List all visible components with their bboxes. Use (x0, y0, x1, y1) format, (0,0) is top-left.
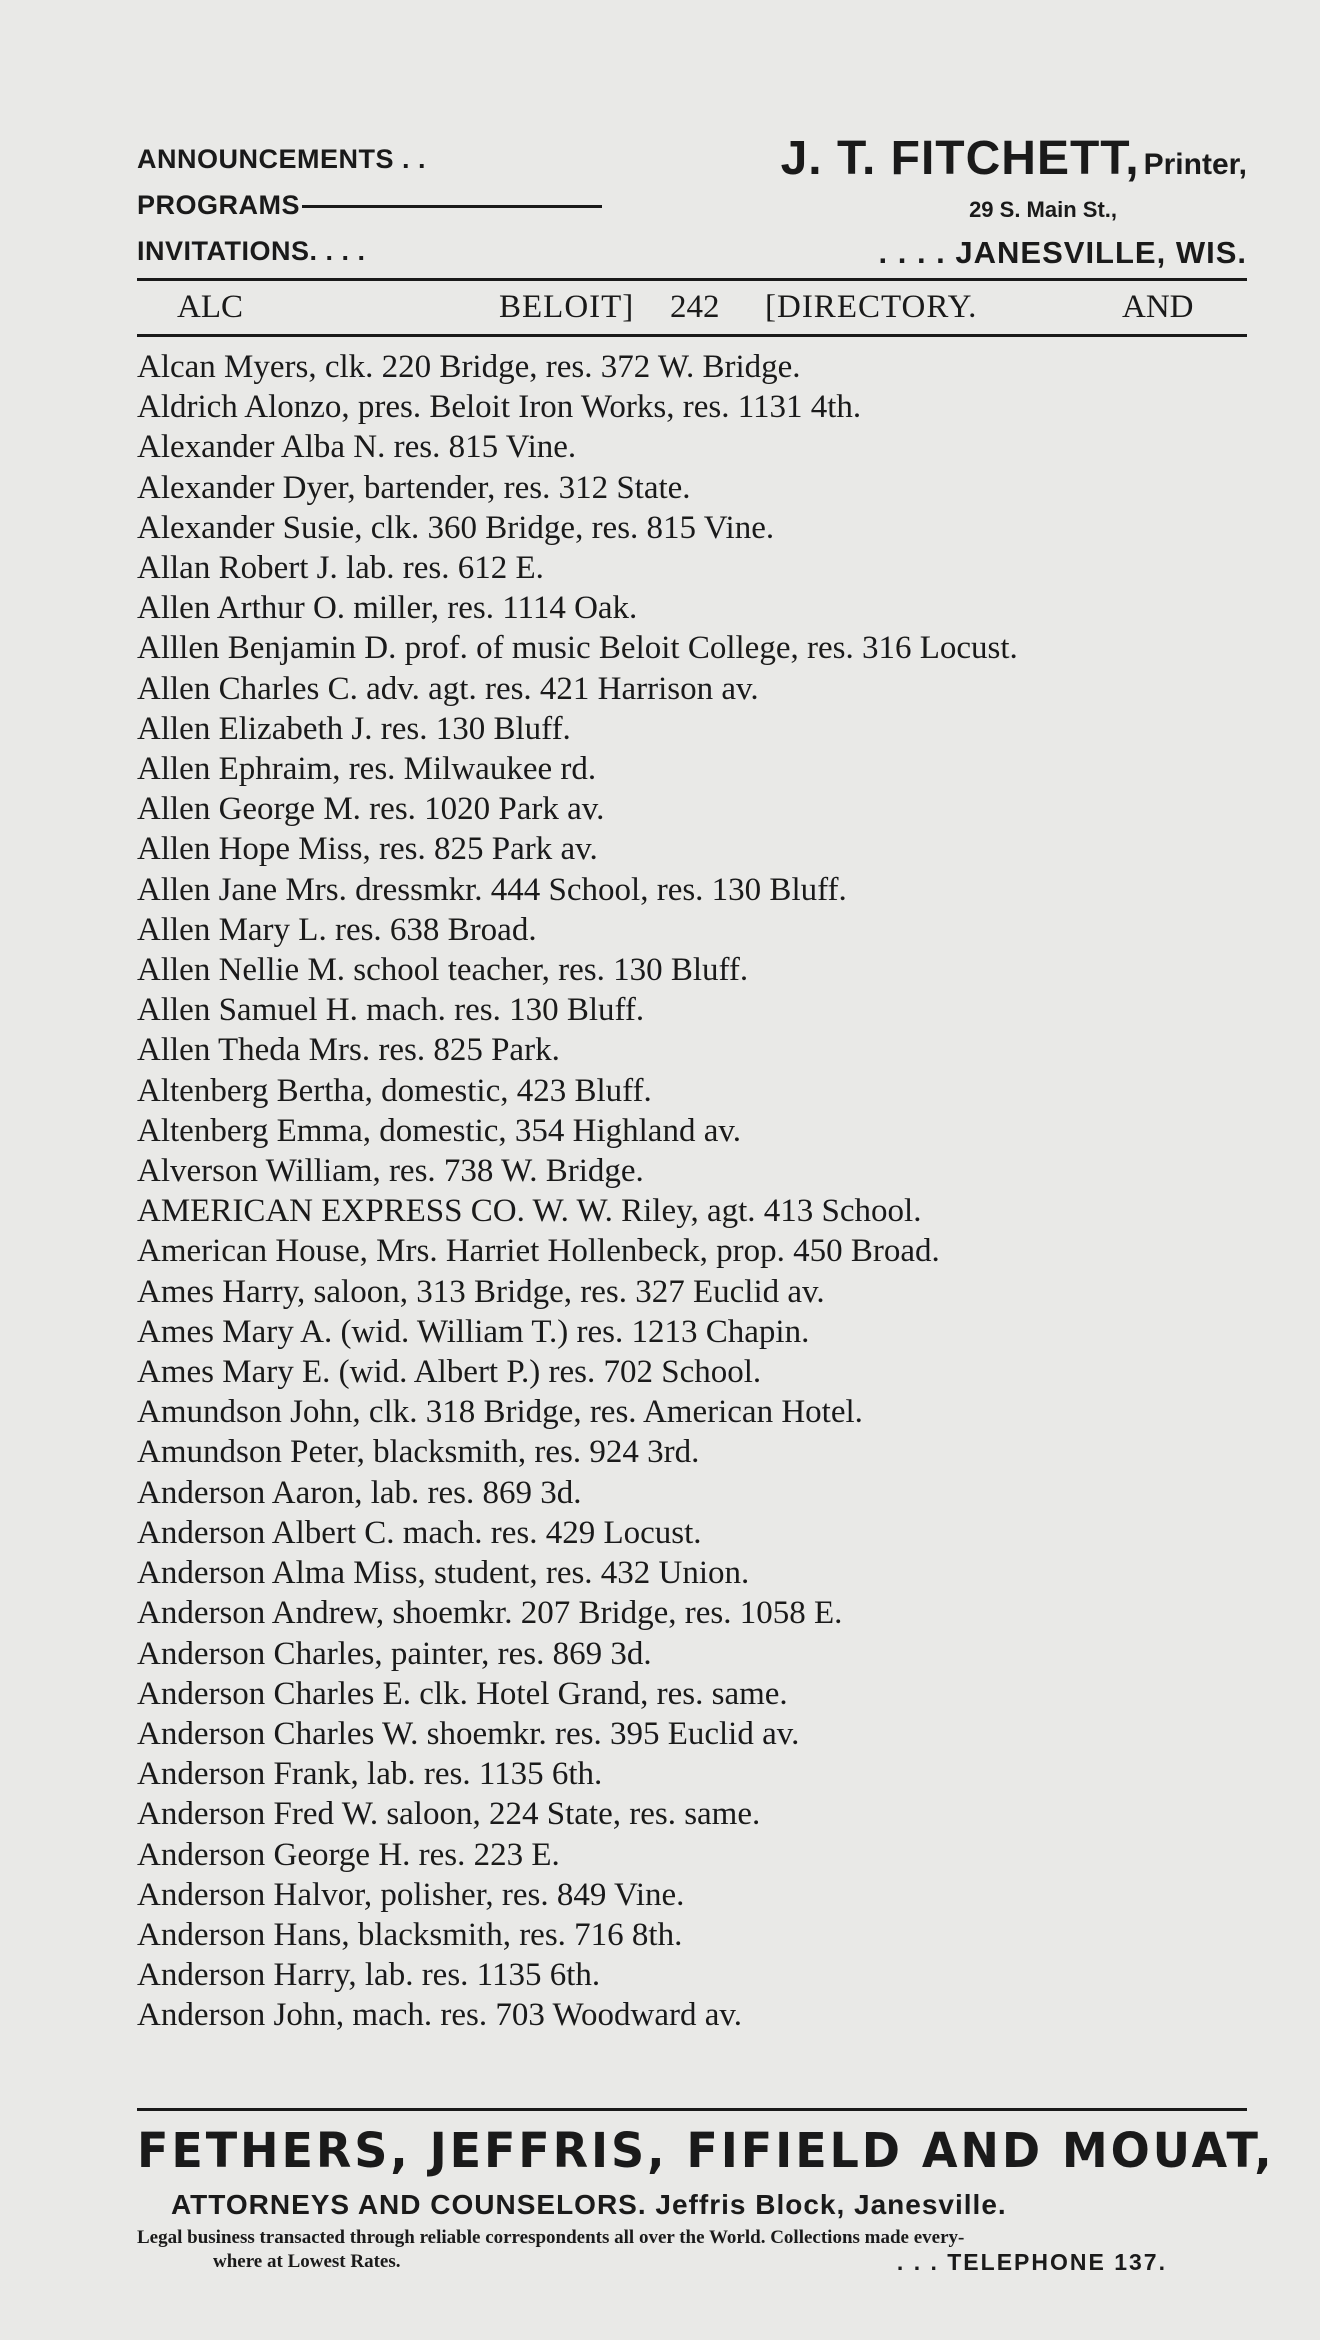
footer-rule (137, 2108, 1247, 2111)
directory-entry: Altenberg Bertha, domestic, 423 Bluff. (137, 1072, 652, 1109)
directory-entry: Anderson Charles W. shoemkr. res. 395 Euclid av. (137, 1715, 800, 1752)
directory-entry: Allen Mary L. res. 638 Broad. (137, 911, 537, 948)
directory-entry: Anderson Andrew, shoemkr. 207 Bridge, res. 1058 E. (137, 1595, 843, 1632)
directory-entry: Alllen Benjamin D. prof. of music Beloit College, res. 316 Locust. (137, 630, 1018, 667)
directory-entry: Anderson Hans, blacksmith, res. 716 8th. (137, 1916, 683, 1953)
directory-entry: Anderson Charles, painter, res. 869 3d. (137, 1635, 652, 1672)
directory-entry: Anderson John, mach. res. 703 Woodward av. (137, 1997, 742, 2034)
directory-entry: Allen Hope Miss, res. 825 Park av. (137, 831, 598, 868)
law-firm-details-line-2 (137, 2250, 1247, 2274)
guide-word-right: AND (1122, 289, 1194, 325)
directory-entry: American House, Mrs. Harriet Hollenbeck, prop. 450 Broad. (137, 1233, 940, 1270)
directory-entry: Anderson Harry, lab. res. 1135 6th. (137, 1957, 601, 1994)
law-firm-advertisement (137, 2118, 1275, 2275)
law-firm-details-line-1: Legal business transacted through reliable correspondents all over the World. Collections made every- (137, 2227, 965, 2248)
directory-entry: Anderson George H. res. 223 E. (137, 1836, 560, 1873)
ad-service-programs-label: PROGRAMS (137, 190, 301, 220)
directory-entry: Anderson Halvor, polisher, res. 849 Vine. (137, 1876, 685, 1913)
running-head (137, 282, 1247, 332)
directory-entry: Amundson Peter, blacksmith, res. 924 3rd. (137, 1434, 700, 1471)
guide-word-left: ALC (177, 289, 243, 325)
directory-entry: Allen Ephraim, res. Milwaukee rd. (137, 751, 597, 788)
directory-entry: Alexander Susie, clk. 360 Bridge, res. 815 Vine. (137, 509, 775, 546)
directory-entry: Allen Jane Mrs. dressmkr. 444 School, res. 130 Bluff. (137, 871, 847, 908)
header-rule-top (137, 278, 1247, 281)
directory-entry: Anderson Alma Miss, student, res. 432 Union. (137, 1555, 750, 1592)
directory-entry: Altenberg Emma, domestic, 354 Highland av. (137, 1112, 741, 1149)
directory-entry: Anderson Aaron, lab. res. 869 3d. (137, 1474, 582, 1511)
directory-entry: Ames Mary A. (wid. William T.) res. 1213 Chapin. (137, 1313, 810, 1350)
directory-entry: Amundson John, clk. 318 Bridge, res. American Hotel. (137, 1394, 863, 1431)
directory-entry: Aldrich Alonzo, pres. Beloit Iron Works, res. 1131 4th. (137, 389, 862, 426)
directory-entry: Alexander Dyer, bartender, res. 312 State. (137, 469, 691, 506)
law-firm-name: FETHERS, JEFFRIS, FIFIELD AND MOUAT, (137, 2123, 1275, 2179)
ad-rule (302, 205, 602, 208)
running-head-city: BELOIT] (499, 289, 635, 325)
printer-name: J. T. FITCHETT, (780, 132, 1140, 185)
ad-services-list (137, 136, 657, 274)
law-firm-telephone: . . . TELEPHONE 137. (896, 2249, 1167, 2275)
page-number: 242 (670, 289, 720, 325)
ad-service-programs (137, 182, 657, 228)
directory-entry: Alexander Alba N. res. 815 Vine. (137, 429, 577, 466)
directory-entry: Alcan Myers, clk. 220 Bridge, res. 372 W. Bridge. (137, 349, 801, 385)
directory-entry: Anderson Charles E. clk. Hotel Grand, res. same. (137, 1675, 788, 1712)
running-head-section: [DIRECTORY. (765, 289, 978, 325)
ad-service-announcements: ANNOUNCEMENTS . . (137, 144, 427, 174)
directory-entry: Allan Robert J. lab. res. 612 E. (137, 550, 544, 587)
directory-entry: Allen George M. res. 1020 Park av. (137, 791, 605, 828)
directory-entries (137, 347, 1247, 2036)
printer-street: 29 S. Main St., (969, 197, 1117, 222)
printer-line (677, 128, 1247, 190)
directory-entry: Alverson William, res. 738 W. Bridge. (137, 1153, 644, 1190)
directory-entry: Allen Charles C. adv. agt. res. 421 Harrison av. (137, 670, 759, 707)
header-rule-bottom (137, 334, 1247, 337)
ad-service-invitations: INVITATIONS. . . . (137, 236, 366, 266)
directory-entry: AMERICAN EXPRESS CO. W. W. Riley, agt. 413 School. (137, 1193, 922, 1230)
directory-entry: Allen Samuel H. mach. res. 130 Bluff. (137, 992, 645, 1029)
directory-entry: Allen Elizabeth J. res. 130 Bluff. (137, 710, 571, 747)
directory-entry: Anderson Fred W. saloon, 224 State, res. same. (137, 1796, 761, 1833)
printer-city: . . . . JANESVILLE, WIS. (878, 235, 1247, 270)
law-firm-rates: where at Lowest Rates. (213, 2251, 401, 2272)
printer-advertisement (137, 128, 1247, 273)
directory-entry: Anderson Frank, lab. res. 1135 6th. (137, 1756, 603, 1793)
directory-entry: Anderson Albert C. mach. res. 429 Locust. (137, 1514, 702, 1551)
printer-role: Printer, (1143, 148, 1247, 181)
law-firm-details (137, 2226, 1247, 2274)
directory-entry: Ames Harry, saloon, 313 Bridge, res. 327 Euclid av. (137, 1273, 825, 1310)
directory-entry: Allen Arthur O. miller, res. 1114 Oak. (137, 590, 638, 627)
directory-entry: Ames Mary E. (wid. Albert P.) res. 702 School. (137, 1354, 762, 1391)
law-firm-profession: ATTORNEYS AND COUNSELORS. Jeffris Block, Janesville. (171, 2189, 1007, 2220)
printer-info (677, 128, 1247, 276)
directory-entry: Allen Theda Mrs. res. 825 Park. (137, 1032, 560, 1069)
directory-entry: Allen Nellie M. school teacher, res. 130 Bluff. (137, 952, 749, 989)
